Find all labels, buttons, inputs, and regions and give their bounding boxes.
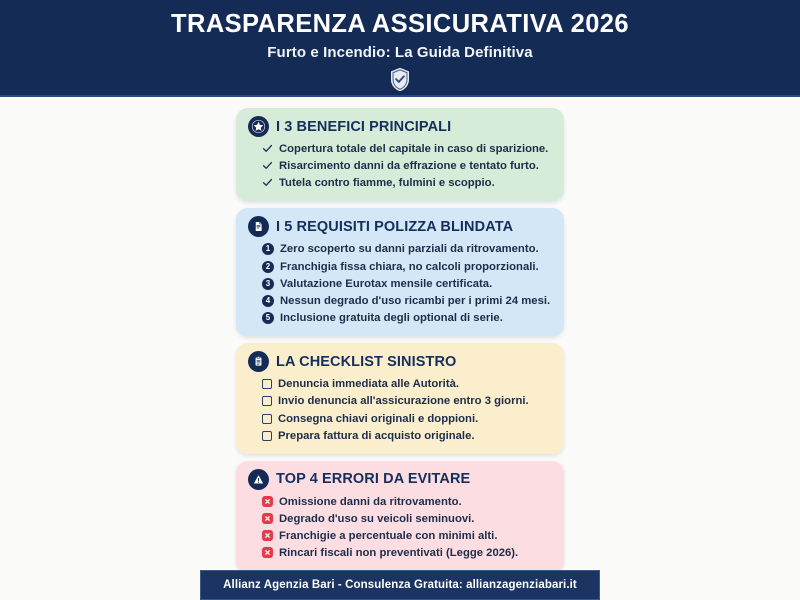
content-area (0, 97, 800, 600)
list-item-text: Prepara fattura di acquisto originale. (278, 429, 475, 442)
cross-icon (262, 513, 273, 524)
number-badge-label: 2 (262, 261, 274, 273)
list-item-text: Inclusione gratuita degli optional di serie. (280, 312, 503, 325)
list-item (262, 310, 552, 327)
list-item-text: Franchigia fissa chiara, no calcoli proporzionali. (280, 260, 539, 273)
list-item (262, 241, 552, 258)
card-header (248, 469, 552, 490)
list-item-text: Denuncia immediata alle Autorità. (278, 378, 460, 391)
list-item (262, 276, 552, 293)
card-header (248, 216, 552, 237)
card-stack (236, 108, 564, 572)
page-footer (200, 570, 600, 600)
list-item-text: Copertura totale del capitale in caso di sparizione. (279, 143, 549, 155)
list-item-text: Omissione danni da ritrovamento. (279, 495, 462, 508)
card-errori (236, 461, 564, 572)
list-item-text: Degrado d'uso su veicoli seminuovi. (279, 513, 475, 526)
list-item-text: Nessun degrado d'uso ricambi per i primi 24 mesi. (280, 294, 551, 307)
checkbox-icon[interactable] (262, 414, 272, 424)
footer-text: Allianz Agenzia Bari - Consulenza Gratuita: allianzagenziabari.it (223, 579, 577, 591)
list-item[interactable] (262, 428, 552, 445)
checklist-list (248, 376, 552, 445)
list-item-text: Zero scoperto su danni parziali da ritrovamento. (280, 243, 539, 256)
cross-icon (262, 530, 273, 541)
cross-icon (262, 547, 273, 558)
list-item[interactable] (262, 376, 552, 393)
error-list (248, 494, 552, 563)
list-item (262, 175, 552, 192)
number-badge-label: 1 (262, 243, 274, 255)
checkbox-icon[interactable] (262, 379, 272, 389)
card-benefici (236, 108, 564, 201)
card-title: TOP 4 ERRORI DA EVITARE (276, 471, 471, 488)
list-item (262, 158, 552, 175)
card-title: I 5 REQUISITI POLIZZA BLINDATA (276, 218, 514, 235)
document-icon (248, 216, 269, 237)
list-item (262, 528, 552, 545)
page-subtitle: Furto e Incendio: La Guida Definitiva (267, 43, 533, 61)
list-item-text: Tutela contro fiamme, fulmini e scoppio. (279, 177, 495, 190)
card-requisiti (236, 208, 564, 336)
list-item (262, 293, 552, 310)
card-checklist (236, 343, 564, 454)
list-item-text: Consegna chiavi originali e doppioni. (278, 412, 479, 425)
number-badge-icon (262, 295, 274, 307)
shield-check-icon (389, 67, 411, 92)
number-badge-icon (262, 243, 274, 255)
clipboard-icon (248, 351, 269, 372)
card-title: I 3 BENEFICI PRINCIPALI (276, 118, 452, 135)
list-item (262, 511, 552, 528)
list-item (262, 545, 552, 562)
check-icon (262, 143, 273, 154)
card-header (248, 116, 552, 137)
checkbox-icon[interactable] (262, 396, 272, 406)
list-item (262, 494, 552, 511)
number-badge-label: 3 (262, 278, 274, 290)
card-title: LA CHECKLIST SINISTRO (276, 353, 457, 370)
warning-triangle-icon (248, 469, 269, 490)
list-item (262, 259, 552, 276)
list-item-text: Valutazione Eurotax mensile certificata. (280, 277, 493, 290)
benefit-list (248, 141, 552, 192)
requirement-list (248, 241, 552, 327)
cross-icon (262, 496, 273, 507)
list-item (262, 141, 552, 158)
page-title: TRASPARENZA ASSICURATIVA 2026 (171, 10, 629, 38)
list-item-text: Invio denuncia all'assicurazione entro 3 giorni. (278, 395, 529, 408)
checkbox-icon[interactable] (262, 431, 272, 441)
number-badge-icon (262, 261, 274, 273)
card-header (248, 351, 552, 372)
page-header (0, 0, 800, 97)
number-badge-label: 4 (262, 295, 274, 307)
list-item-text: Risarcimento danni da effrazione e tentato furto. (279, 160, 539, 173)
check-icon (262, 160, 273, 171)
list-item-text: Rincari fiscali non preventivati (Legge 2026). (279, 547, 519, 560)
list-item[interactable] (262, 393, 552, 410)
number-badge-label: 5 (262, 312, 274, 324)
check-icon (262, 177, 273, 188)
star-badge-icon (248, 116, 269, 137)
number-badge-icon (262, 278, 274, 290)
number-badge-icon (262, 312, 274, 324)
list-item-text: Franchigie a percentuale con minimi alti. (279, 530, 498, 543)
list-item[interactable] (262, 411, 552, 428)
